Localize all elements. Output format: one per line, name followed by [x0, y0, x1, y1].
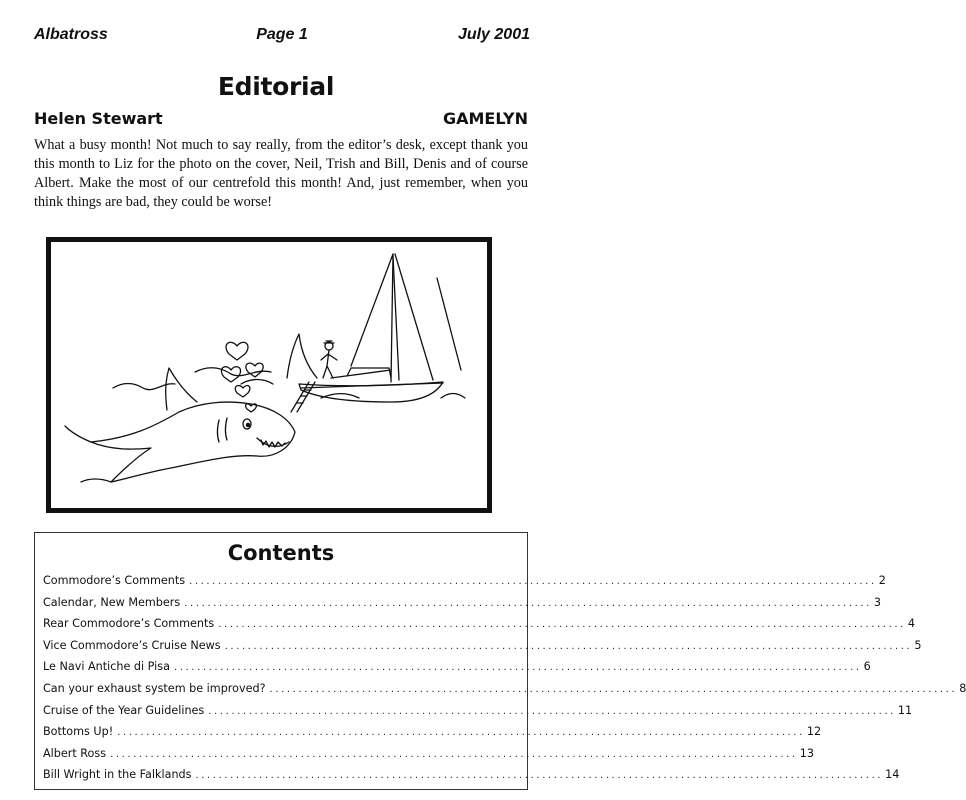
- author-name: Helen Stewart: [34, 109, 163, 128]
- dot-leader: .......................................................................................................................: [173, 662, 862, 674]
- contents-entry: [43, 592, 882, 614]
- contents-entry-title: Calendar, New Members: [43, 595, 181, 609]
- shark-pupil: [246, 423, 249, 426]
- boat-ladder: [291, 382, 315, 412]
- contents-box: [34, 532, 966, 790]
- contents-entry: [43, 570, 886, 592]
- heart-3: [246, 363, 263, 377]
- boat-name: GAMELYN: [442, 109, 528, 128]
- contents-entry: [43, 743, 814, 765]
- contents-entry-title: Bill Wright in the Falklands: [43, 768, 192, 782]
- shark-top-fin: [166, 368, 197, 410]
- shark-cartoon: [51, 242, 487, 508]
- page-header: [34, 26, 530, 48]
- contents-entry-title: Vice Commodore’s Cruise News: [43, 638, 221, 652]
- contents-entry: [43, 635, 922, 657]
- contents-entry-page: 5: [914, 638, 922, 652]
- boat-boom: [331, 370, 391, 378]
- contents-entry-page: 13: [799, 746, 814, 760]
- contents-entry-page: 8: [959, 681, 966, 695]
- dot-leader: .......................................................................................................................: [269, 683, 958, 695]
- contents-entry-page: 4: [907, 617, 916, 631]
- dot-leader: .......................................................................................................................: [117, 727, 805, 739]
- shark-tail: [65, 426, 111, 482]
- dot-leader: .......................................................................................................................: [224, 640, 913, 652]
- editorial-text: What a busy month! Not much to say really, from the editor’s desk, except thank you this month to Liz for the photo on the cover, Neil, Trish and Bill, Denis and of course Albert. Make the most of our centrefold this month! And, just remember, when you think things are bad, they could be worse!: [34, 137, 528, 210]
- contents-entry-title: Le Navi Antiche di Pisa: [43, 660, 170, 674]
- contents-entry: [43, 764, 900, 786]
- sailor-body: [321, 350, 337, 378]
- issue-date: July 2001: [457, 26, 530, 43]
- contents-list: [43, 570, 966, 786]
- dot-leader: .......................................................................................................................: [208, 705, 896, 717]
- cartoon-frame: [46, 237, 492, 513]
- contents-entry-title: Rear Commodore’s Comments: [43, 617, 215, 631]
- shark-gills: [218, 418, 228, 442]
- boat-mast: [391, 254, 393, 382]
- contents-entry-title: Bottoms Up!: [43, 725, 114, 739]
- contents-entry: [43, 656, 871, 678]
- dot-leader: .......................................................................................................................: [184, 597, 872, 609]
- dot-leader: .......................................................................................................................: [110, 748, 798, 760]
- publication-name: Albatross: [34, 26, 108, 43]
- byline: [34, 109, 528, 131]
- page-number: Page 1: [256, 26, 308, 43]
- dot-leader: .......................................................................................................................: [218, 619, 906, 631]
- contents-entry: [43, 678, 966, 700]
- contents-entry-title: Cruise of the Year Guidelines: [43, 703, 205, 717]
- contents-title: Contents: [227, 541, 335, 565]
- heart-1: [226, 342, 248, 360]
- contents-entry-page: 6: [863, 660, 871, 674]
- contents-entry: [43, 721, 822, 743]
- contents-entry-title: Can your exhaust system be improved?: [43, 681, 266, 695]
- shark-body: [91, 402, 295, 482]
- dot-leader: .......................................................................................................................: [195, 770, 884, 782]
- contents-entry-title: Commodore’s Comments: [43, 574, 186, 587]
- contents-entry-title: Albert Ross: [43, 746, 107, 760]
- heart-4: [235, 386, 250, 397]
- contents-entry: [43, 700, 913, 722]
- shark-fin: [287, 334, 317, 378]
- boat-rigging: [351, 254, 461, 380]
- contents-entry-page: 14: [885, 768, 900, 782]
- contents-entry-page: 3: [873, 595, 882, 609]
- contents-entry-page: 11: [897, 703, 913, 717]
- contents-entry-page: 12: [806, 725, 822, 739]
- article-title: Editorial: [217, 72, 335, 101]
- dot-leader: .......................................................................................................................: [189, 576, 877, 587]
- contents-entry-page: 2: [878, 574, 886, 587]
- contents-entry: [43, 613, 916, 635]
